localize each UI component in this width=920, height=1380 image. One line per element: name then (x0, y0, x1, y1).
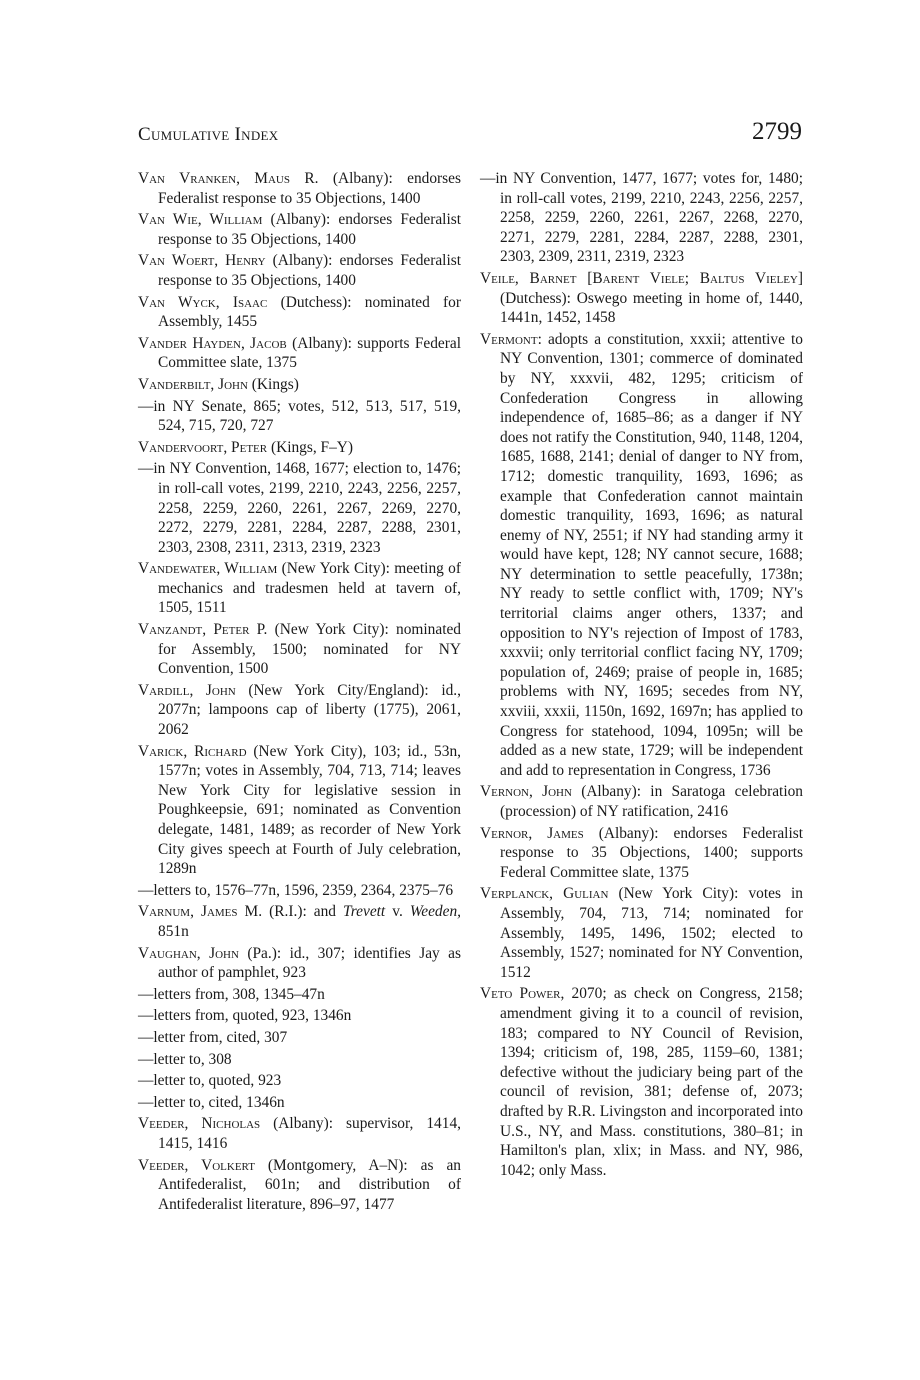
entry-heading: Van Wyck, Isaac (138, 293, 268, 311)
entry-heading: Veto Power (480, 985, 561, 1003)
index-entry (138, 902, 461, 941)
index-entry (138, 397, 461, 436)
index-entry (138, 251, 461, 290)
entry-text: —letter to, 308 (138, 1050, 232, 1068)
entry-heading: Varnum, James M. (138, 903, 263, 921)
index-entry (138, 944, 461, 983)
index-entry (138, 1093, 461, 1113)
entry-text: —in NY Convention, 1468, 1677; election to, 1476; in roll-call votes, 2199, 2210, 2243, 2256, 2257, 2258, 2259, 2260, 2261, 2267, 2269, 2270, 2272, 2279, 2281, 2284, 2287, 2288, 2301, 2303, 2308, 2311, 2313, 2319, 2323 (138, 460, 461, 556)
index-entry (480, 330, 803, 781)
index-entry (480, 269, 803, 328)
index-entry (138, 293, 461, 332)
entry-text: (R.I.): and (262, 903, 344, 921)
entry-text: (New York City): meeting of mechanics and tradesmen held at tavern of, 1505, 1511 (158, 560, 461, 617)
entry-text: (Albany): supervisor, 1414, 1415, 1416 (158, 1115, 461, 1152)
entry-text: v. (385, 903, 410, 921)
index-entry (480, 984, 803, 1180)
index-entry (138, 742, 461, 879)
entry-text: —letters from, quoted, 923, 1346n (138, 1007, 352, 1025)
entry-text: —letter from, cited, 307 (138, 1028, 288, 1046)
entry-heading: Vanzandt, Peter P. (138, 621, 268, 639)
entry-heading: Vandewater, William (138, 560, 278, 578)
entry-heading: Veeder, Nicholas (138, 1115, 261, 1133)
index-entry (138, 334, 461, 373)
entry-text: (Dutchess): Oswego meeting in home of, 1440, 1441n, 1452, 1458 (500, 289, 803, 327)
entry-heading: Varick, Richard (138, 742, 247, 760)
entry-heading: Van Wie, William (138, 211, 263, 229)
entry-text: (Kings) (247, 375, 299, 393)
index-entry (138, 438, 461, 458)
entry-text: (Albany): endorses Federalist response to 35 Objections, 1400 (158, 252, 462, 289)
entry-italic: Weeden, (409, 903, 461, 921)
index-entry (480, 169, 803, 267)
index-entry (138, 1114, 461, 1153)
entry-text: —letter to, quoted, 923 (138, 1072, 282, 1090)
entry-text: (Albany): in Saratoga celebration (procession) of NY ratification, 2416 (500, 783, 803, 820)
entry-text: (New York City): nominated for Assembly, 1500; nominated for NY Convention, 1500 (158, 621, 461, 678)
index-entry (138, 1028, 461, 1048)
entry-heading: Vaughan, John (138, 944, 239, 962)
entry-text: : adopts a constitution, xxxii; attentive to NY Convention, 1301; commerce of dominated by NY, xxxvii, 482, 1295; criticism of Confederation Congress in allowing independence of, 1685–86; as a danger if NY does not ratify the Constitution, 940, 1148, 1204, 1685, 1688, 2141; denial of danger to NY from, 1712; domestic tranquility, 1693, 1696; as example that Confederation cannot maintain domestic tranquility, 1693, 1696; as natural enemy of NY, 2551; if NY had standing army it would have kept, 128; NY cannot secure, 1688; NY determination to settle peacefully, 1738n; NY ready to settle conflict with, 1709; NY's territorial claims anger others, 1337; and opposition to NY's rejection of Impost of 1783, xxxvii; only territorial conflict facing NY, 1709; population of, 2469; praise of people in, 1685; problems with NY, 1695; secedes from NY, xxviii, xxxii, 1150n, 1692, 1697n; has applied to Congress for statehood, 1094, 1095n; will be added as a new state, 1729; will be independent and add to representation in Congress, 1736 (500, 330, 803, 779)
entry-text: —letter to, cited, 1346n (138, 1093, 285, 1111)
entry-text: —letters from, 308, 1345–47n (138, 985, 325, 1003)
index-column-left (138, 169, 461, 1216)
entry-heading: Vander Hayden, Jacob (138, 334, 287, 352)
entry-text: (Kings, F–Y) (267, 438, 354, 456)
index-entry (138, 1156, 461, 1215)
index-entry (138, 1006, 461, 1026)
index-entry (138, 1050, 461, 1070)
index-entry (480, 782, 803, 821)
entry-heading: Vernor, James (480, 824, 584, 842)
entry-heading: Van Woert, Henry (138, 252, 266, 270)
entry-heading: Vandervoort, Peter (138, 438, 268, 456)
entry-text: (Dutchess): nominated for Assembly, 1455 (158, 293, 461, 331)
index-column-right (480, 169, 803, 1182)
entry-heading: Veile, Barnet [Barent Viele; Baltus Vieley] (480, 269, 803, 287)
entry-text: (New York City): votes in Assembly, 704, 713, 714; nominated for Assembly, 1495, 1496, 1502; elected to Assembly, 1527; nominated for NY Convention, 1512 (500, 885, 803, 981)
entry-heading: Verplanck, Gulian (480, 885, 609, 903)
index-entry (138, 620, 461, 679)
index-entry (138, 985, 461, 1005)
entry-heading: Van Vranken, Maus R. (138, 170, 319, 187)
index-entry (138, 881, 461, 901)
entry-heading: Vanderbilt, John (138, 375, 248, 393)
entry-text: 851n (158, 922, 189, 940)
index-entry (138, 559, 461, 618)
page-header (138, 118, 802, 158)
entry-text: (Albany): endorses Federalist response to 35 Objections, 1400; supports Federal Committee slate, 1375 (500, 824, 803, 881)
running-head: Cumulative Index (138, 124, 279, 145)
index-entry (480, 884, 803, 982)
entry-heading: Veeder, Volkert (138, 1156, 255, 1174)
entry-text: —letters to, 1576–77n, 1596, 2359, 2364, 2375–76 (138, 881, 454, 899)
entry-italic: Trevett (343, 903, 386, 921)
index-entry (138, 459, 461, 557)
entry-text: —in NY Senate, 865; votes, 512, 513, 517, 519, 524, 715, 720, 727 (138, 397, 461, 435)
entry-text: (Montgomery, A–N): as an Antifederalist, 601n; and distribution of Antifederalist literature, 896–97, 1477 (158, 1156, 461, 1213)
entry-text: (New York City/England): id., 2077n; lampoons cap of liberty (1775), 2061, 2062 (158, 681, 461, 739)
index-entry (138, 210, 461, 249)
entry-text: (New York City), 103; id., 53n, 1577n; votes in Assembly, 704, 713, 714; leaves New York City for legislative session in Poughkeepsie, 691; nominated as Convention delegate, 1481, 1489; as recorder of New York City gives speech at Fourth of July celebration, 1289n (158, 742, 461, 878)
entry-text: —in NY Convention, 1477, 1677; votes for, 1480; in roll-call votes, 2199, 2210, 2243, 2256, 2257, 2258, 2259, 2260, 2261, 2267, 2268, 2270, 2271, 2279, 2281, 2284, 2287, 2288, 2301, 2303, 2309, 2311, 2319, 2323 (480, 170, 803, 266)
entry-text: (Pa.): id., 307; identifies Jay as author of pamphlet, 923 (158, 944, 461, 982)
index-entry (138, 681, 461, 740)
page-number: 2799 (752, 118, 802, 145)
entry-heading: Vardill, John (138, 681, 236, 699)
index-entry (138, 169, 461, 208)
entry-heading: Vernon, John (480, 783, 572, 801)
index-entry (480, 824, 803, 883)
entry-text: (Albany): endorses Federalist response to 35 Objections, 1400 (158, 211, 462, 248)
index-entry (138, 1071, 461, 1091)
entry-text: (Albany): supports Federal Committee slate, 1375 (158, 334, 461, 372)
entry-text: (Albany): endorses Federalist response to 35 Objections, 1400 (158, 170, 461, 207)
entry-text: , 2070; as check on Congress, 2158; amendment giving it to a council of revision, 183; compared to NY Council of Revision, 1394; criticism of, 198, 285, 1159–60, 1381; defective without the judiciary being part of the council of revision, 381; defense of, 2073; drafted by R.R. Livingston and incorporated into U.S., NY, and Mass. constitutions, 380–81; in Hamilton's plan, xlix; in Mass. and NY, 986, 1042; only Mass. (500, 985, 803, 1179)
entry-heading: Vermont (480, 330, 538, 348)
index-entry (138, 375, 461, 395)
